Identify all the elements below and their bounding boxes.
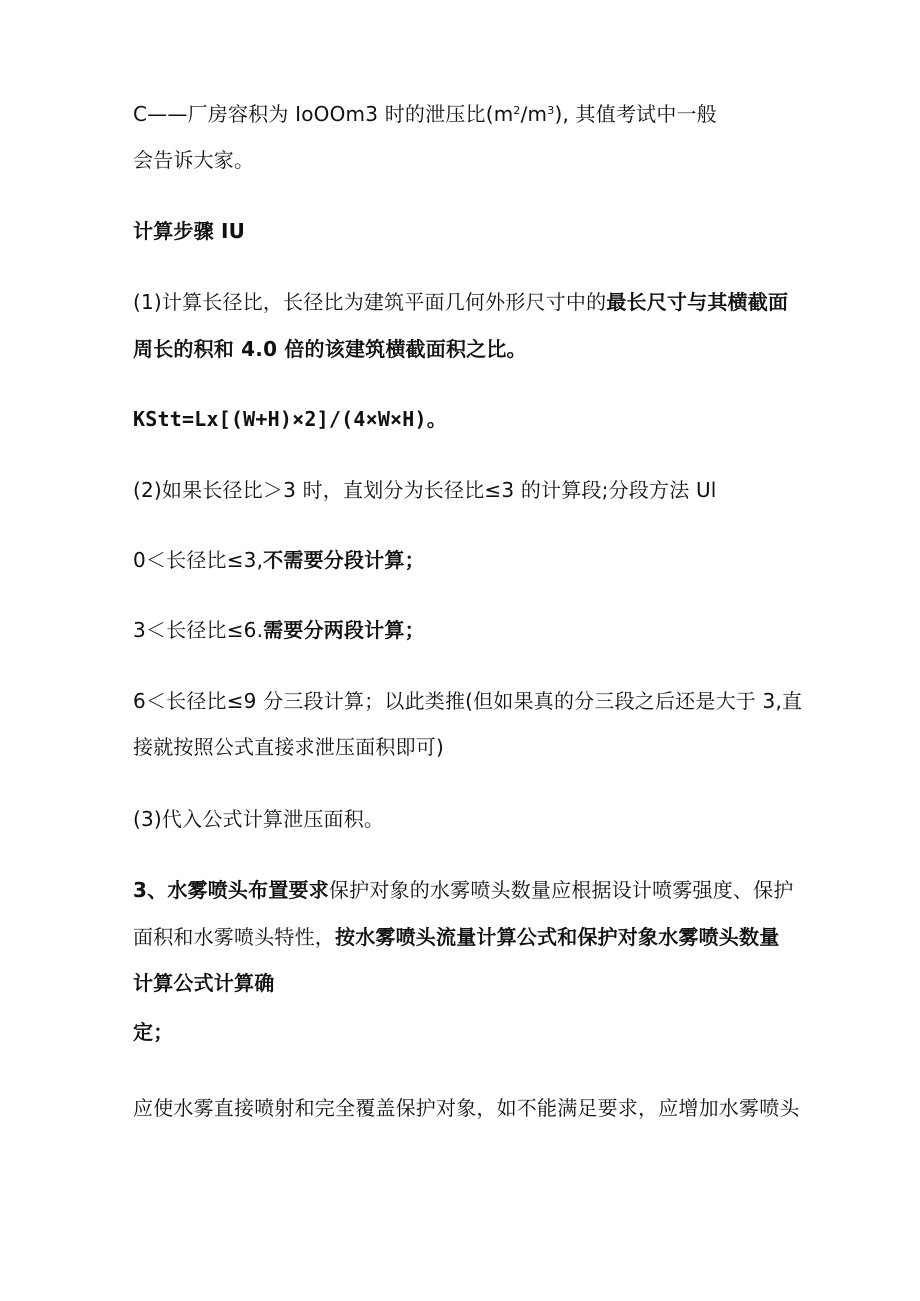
text-run: 面积和水雾喷头特性，	[133, 925, 335, 949]
text-run: 3＜长径比≤6.	[133, 618, 264, 642]
paragraph-line-12: (3)代入公式计算泄压面积。	[133, 807, 385, 831]
paragraph-line-14	[133, 924, 779, 950]
paragraph-line-13	[133, 877, 794, 903]
paragraph-line-8	[133, 547, 425, 573]
text-run: 0＜长径比≤3,	[133, 548, 264, 572]
paragraph-line-7: (2)如果长径比＞3 时，直划分为长径比≤3 的计算段;分段方法 Ul	[133, 478, 717, 502]
paragraph-line-4	[133, 289, 788, 315]
paragraph-line-5: 周长的积和 4.0 倍的该建筑横截面积之比。	[133, 337, 527, 361]
paragraph-line-15: 计算公式计算确	[133, 971, 275, 995]
paragraph-line-10: 6＜长径比≤9 分三段计算；以此类推(但如果真的分三段之后还是大于 3,直	[133, 689, 803, 713]
bold-text-run: 3、水雾喷头布置要求	[133, 878, 329, 902]
formula-line: KStt=Lx[(W+H)×2]/(4×W×H)。	[133, 407, 447, 431]
text-run: ∕m	[520, 102, 548, 126]
paragraph-line-2: 会告诉大家。	[133, 148, 255, 172]
text-run: ), 其值考试中一般	[554, 102, 717, 126]
bold-text-run: 需要分两段计算；	[263, 618, 425, 642]
text-run: (1)计算长径比，长径比为建筑平面几何外形尺寸中的	[133, 290, 607, 314]
paragraph-line-9	[133, 617, 425, 643]
superscript-2: 2	[513, 104, 521, 117]
paragraph-line-1	[133, 101, 717, 127]
bold-text-run: 最长尺寸与其横截面	[606, 290, 789, 314]
text-run: C——厂房容积为 IoOOm3 时的泄压比(m	[133, 102, 514, 126]
superscript-3: 3	[547, 104, 555, 117]
paragraph-line-16: 定；	[133, 1020, 174, 1044]
section-heading: 计算步骤 IU	[133, 219, 246, 243]
bold-text-run: 按水雾喷头流量计算公式和保护对象水雾喷头数量	[335, 925, 780, 949]
paragraph-line-17: 应使水雾直接喷射和完全覆盖保护对象，如不能满足要求，应增加水雾喷头	[133, 1096, 800, 1120]
paragraph-line-11: 接就按照公式直接求泄压面积即可)	[133, 735, 445, 759]
bold-text-run: 不需要分段计算；	[263, 548, 425, 572]
text-run: 保护对象的水雾喷头数量应根据设计喷雾强度、保护	[328, 878, 794, 902]
